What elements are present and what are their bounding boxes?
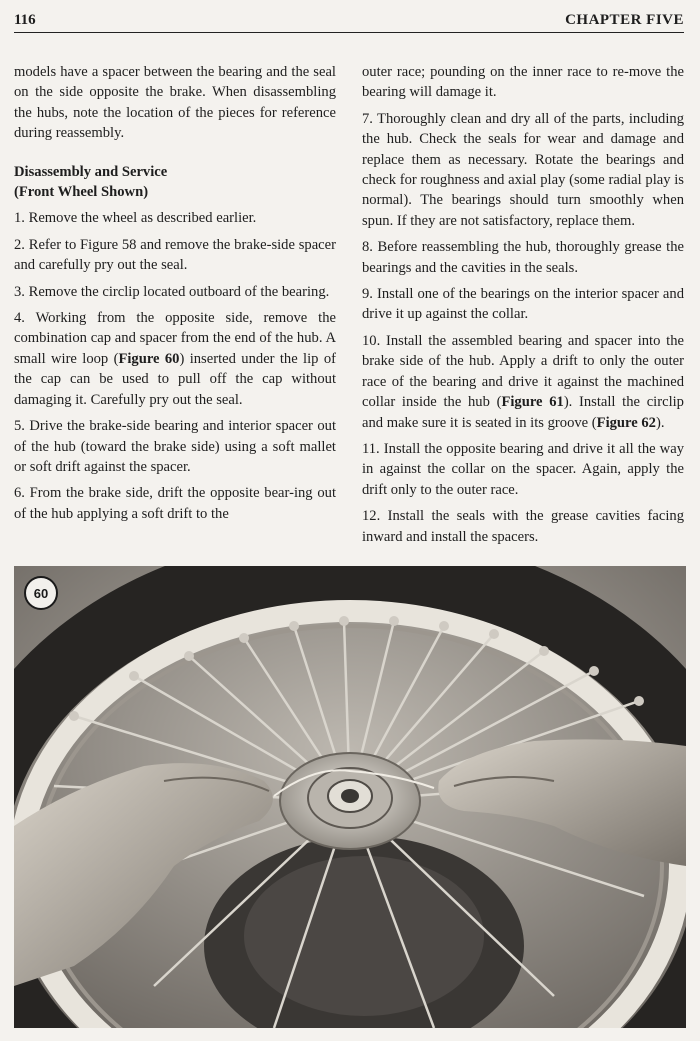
section-heading-line1: Disassembly and Service [14, 163, 168, 180]
step-4 [14, 308, 336, 410]
step-4-text-a: 4. Working from the opposite side, remove the combination cap and spacer from the end of the hub. A small wire loop ( [14, 310, 336, 367]
step-3: 3. Remove the circlip located outboard of the bearing. [14, 283, 330, 300]
step-4-text-b: ) inserted under the lip of the cap can be used to pull off the cap without damaging it. Carefully pry out the seal. [14, 350, 336, 408]
step-10 [362, 331, 684, 433]
step-10-text-a: 10. Install the assembled bearing and spacer into the brake side of the hub. Apply a drift to only the outer race of the bearing and drive it against the machined collar inside the hub ( [362, 332, 684, 411]
step-6: 6. From the brake side, drift the opposite bear-ing out of the hub applying a soft drift to the [14, 485, 336, 522]
figure-61-reference: Figure 61 [501, 394, 564, 411]
section-heading [14, 162, 336, 203]
chapter-title: CHAPTER FIVE [565, 12, 684, 28]
step-6-continued: outer race; pounding on the inner race to re-move the bearing will damage it. [362, 64, 684, 101]
figure-label: 60 [24, 576, 58, 610]
step-10-text-b: ). Install the circlip and make sure it is seated in its groove ( [362, 394, 684, 431]
wheel-hub-photo-icon [14, 566, 686, 1028]
section-heading-line2: (Front Wheel Shown) [14, 184, 149, 201]
figure-60-photo [14, 566, 686, 1028]
step-5: 5. Drive the brake-side bearing and interior spacer out of the hub (toward the brake side) using a soft mallet or soft drift against the spacer. [14, 418, 336, 475]
page-header [14, 10, 684, 33]
step-8: 8. Before reassembling the hub, thoroughly grease the bearings and the cavities in the seals. [362, 239, 684, 276]
intro-paragraph: models have a spacer between the bearing and the seal on the side opposite the brake. When disassembling the hubs, note the location of the pieces for reference during reassembly. [14, 64, 336, 142]
right-column [362, 62, 684, 553]
step-1: 1. Remove the wheel as described earlier. [14, 210, 257, 227]
left-column [14, 62, 336, 530]
step-11: 11. Install the opposite bearing and drive it all the way in against the collar on the spacer. Again, apply the drift only to the outer race. [362, 440, 684, 498]
step-9: 9. Install one of the bearings on the interior spacer and drive it up against the collar. [362, 286, 684, 323]
figure-62-reference: Figure 62 [596, 414, 656, 431]
step-10-text-c: ). [655, 414, 665, 431]
page-number: 116 [14, 12, 36, 28]
figure-60-reference: Figure 60 [118, 350, 180, 367]
step-12: 12. Install the seals with the grease cavities facing inward and install the spacers. [362, 508, 684, 545]
step-2: 2. Refer to Figure 58 and remove the brake-side spacer and carefully pry out the seal. [14, 236, 336, 274]
step-7: 7. Thoroughly clean and dry all of the parts, including the hub. Check the seals for wear and damage and replace them as necessary. Rotate the bearings and check for roughness and axial play (some radial play is normal). The bearings should turn smoothly when spun. If they are not satisfactory, replace them. [362, 110, 684, 229]
